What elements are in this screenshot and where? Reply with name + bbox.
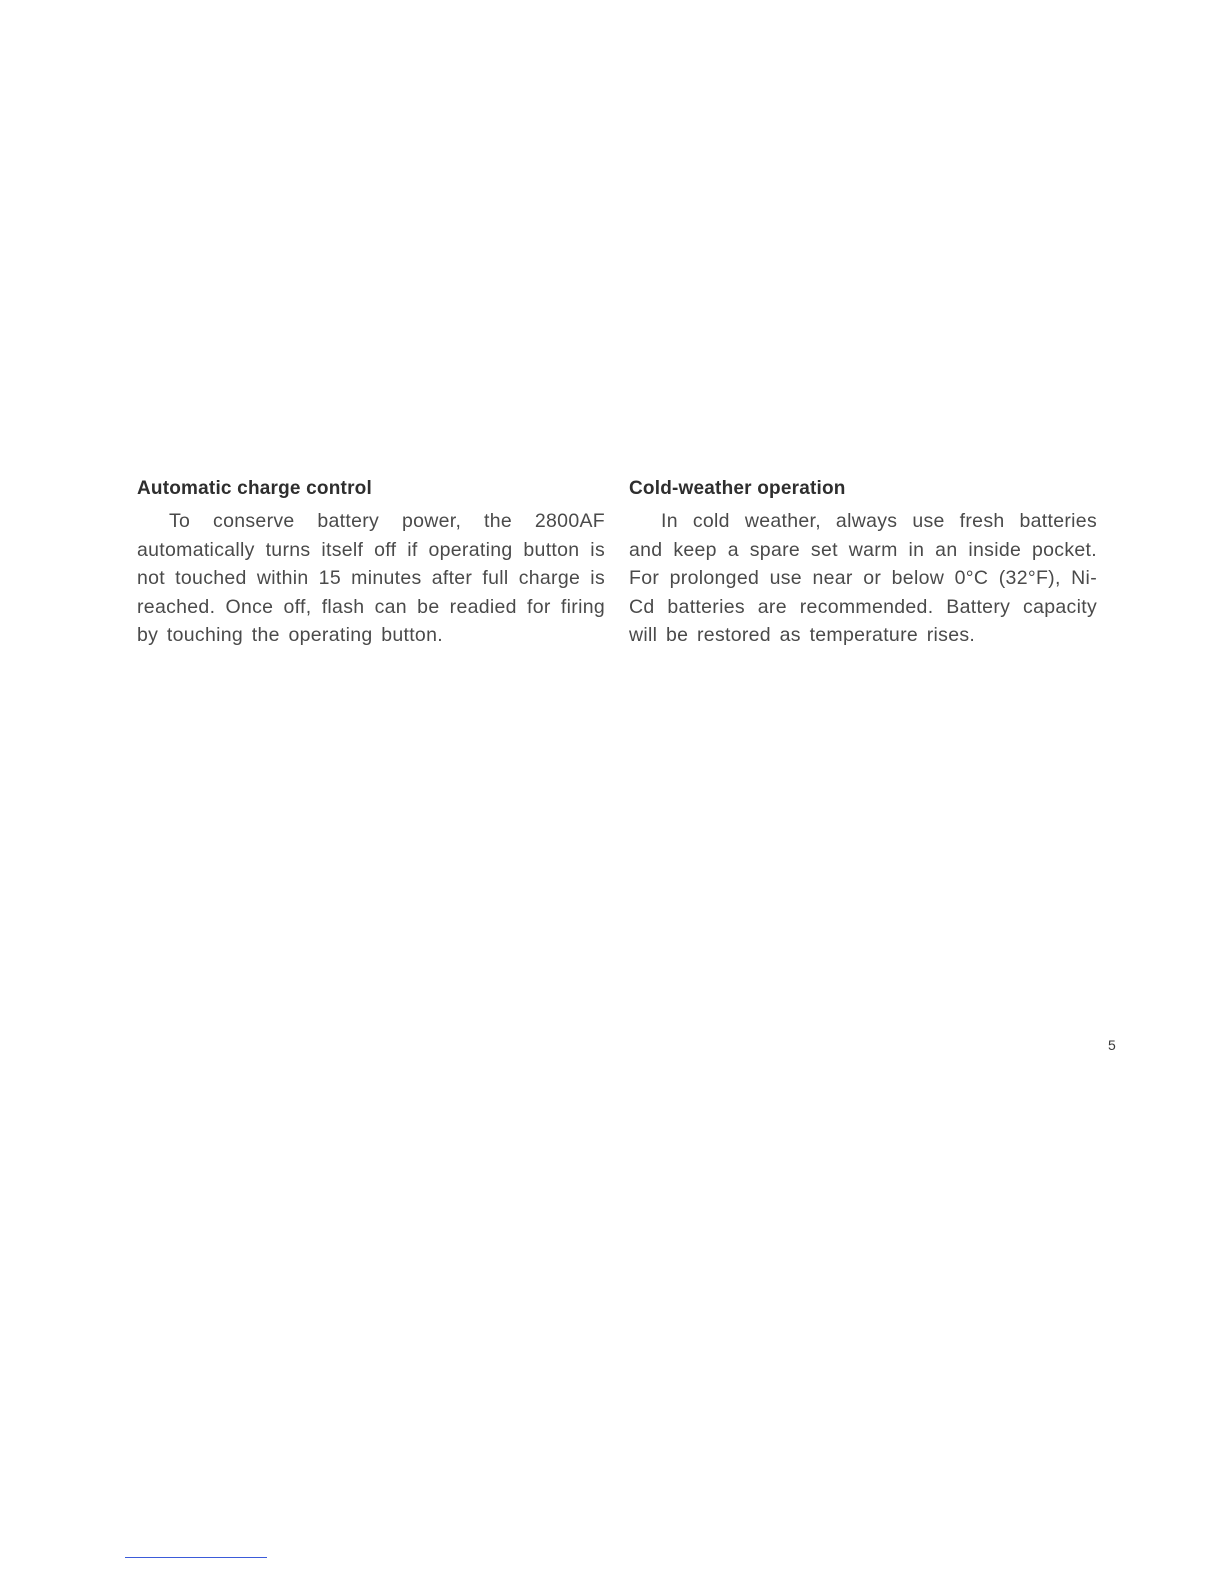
section-heading: Automatic charge control [137,478,372,499]
footer-rule [125,1557,267,1558]
section-cold-weather-operation [629,475,1097,650]
section-body: To conserve battery power, the 2800AF automatically turns itself off if operating button is not touched within 15 minutes after full charge is reached. Once off, flash can be readied for firing by touching the operating button. [137,510,605,646]
section-automatic-charge-control [137,475,605,650]
section-heading: Cold-weather operation [629,478,846,499]
page-number: 5 [1108,1037,1116,1053]
section-body: In cold weather, always use fresh batteries and keep a spare set warm in an inside pocket. For prolonged use near or below 0°C (32°F), Ni-Cd batteries are recommended. Battery capacity will be restored as temperature rises. [629,510,1097,646]
